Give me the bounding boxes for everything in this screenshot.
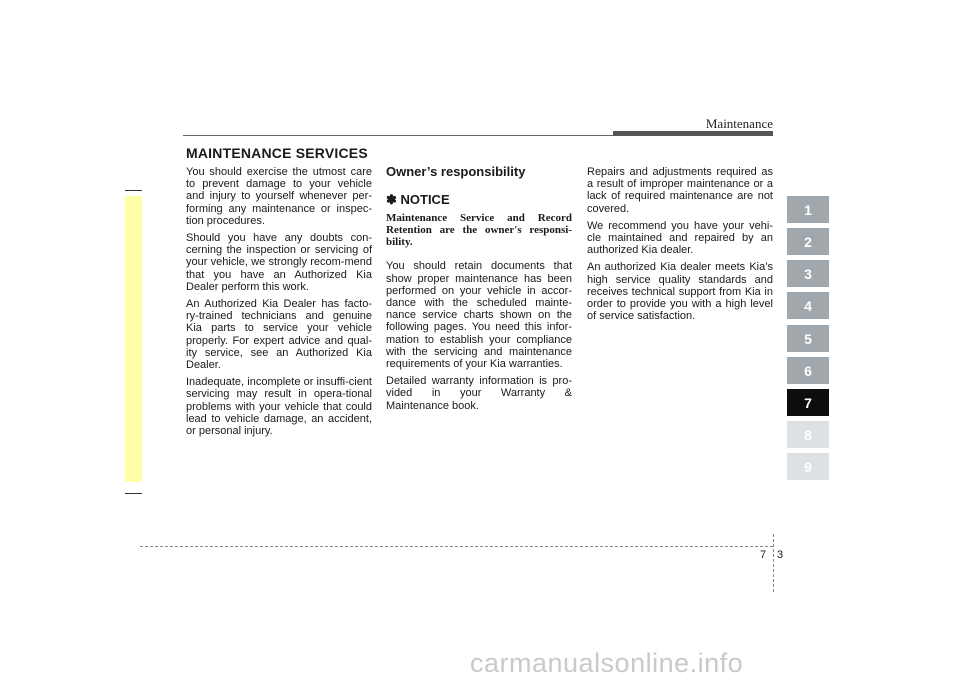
page-number: 3	[777, 549, 784, 561]
paragraph: Inadequate, incomplete or insuffi-cient servicing may result in opera-tional problems with your vehicle that could lead to vehicle damage, an accident, or personal injury.	[186, 376, 372, 438]
paragraph: An authorized Kia dealer meets Kia’s high service quality standards and receives technical support from Kia in order to provide you with a high level of service satisfaction.	[587, 261, 773, 323]
notice-body: Maintenance Service and Record Retention are the owner's responsi-bility.	[386, 212, 572, 249]
section-title: MAINTENANCE SERVICES	[186, 145, 368, 161]
paragraph: You should retain documents that show proper maintenance has been performed on your vehicle in accor-dance with the scheduled mainte-nance service charts shown on the following pages. You need this infor-mation to establish your compliance with the servicing and maintenance requirements of your Kia warranties.	[386, 260, 572, 371]
crop-mark-top	[125, 190, 142, 191]
chapter-tab-6[interactable]: 6	[787, 357, 829, 384]
chapter-tab-1[interactable]: 1	[787, 196, 829, 223]
text-column-2	[386, 166, 572, 417]
text-column-1	[186, 166, 372, 442]
page-chapter-number: 7	[760, 549, 767, 561]
chapter-tab-2[interactable]: 2	[787, 228, 829, 255]
chapter-tab-8[interactable]: 8	[787, 421, 829, 448]
text-column-3	[587, 166, 773, 327]
chapter-tab-7[interactable]: 7	[787, 389, 829, 416]
paragraph: Repairs and adjustments required as a result of improper maintenance or a lack of required maintenance are not covered.	[587, 166, 773, 215]
paragraph: We recommend you have your vehi-cle maintained and repaired by an authorized Kia dealer.	[587, 219, 773, 257]
paragraph: An Authorized Kia Dealer has facto-ry-trained technicians and genuine Kia parts to service your vehicle properly. For expert advice and qual-ity service, see an Authorized Kia Dealer.	[186, 298, 372, 372]
chapter-tab-3[interactable]: 3	[787, 260, 829, 287]
running-head: Maintenance	[705, 116, 773, 131]
chapter-tab-9[interactable]: 9	[787, 453, 829, 480]
subsection-heading: Owner’s responsibility	[386, 164, 526, 179]
header-rule	[183, 135, 613, 136]
paragraph: Detailed warranty information is pro-vided in your Warranty & Maintenance book.	[386, 375, 572, 412]
notice-label: ✽ NOTICE	[386, 192, 450, 208]
footer-rule	[140, 546, 773, 547]
paragraph: Should you have any doubts con-cerning the inspection or servicing of your vehicle, we strongly recom-mend that you have an Authorized Kia Dealer perform this work.	[186, 232, 372, 293]
chapter-tab-5[interactable]: 5	[787, 325, 829, 352]
paragraph: You should exercise the utmost care to prevent damage to your vehicle and injury to yourself whenever per-forming any maintenance or inspec-tion procedures.	[186, 166, 372, 227]
header-rule-thick	[613, 131, 773, 136]
footer-divider	[773, 534, 774, 592]
watermark: carmanualsonline.info	[470, 648, 744, 678]
crop-mark-bottom	[125, 493, 142, 494]
margin-highlight-band	[125, 196, 142, 482]
chapter-tab-4[interactable]: 4	[787, 292, 829, 319]
